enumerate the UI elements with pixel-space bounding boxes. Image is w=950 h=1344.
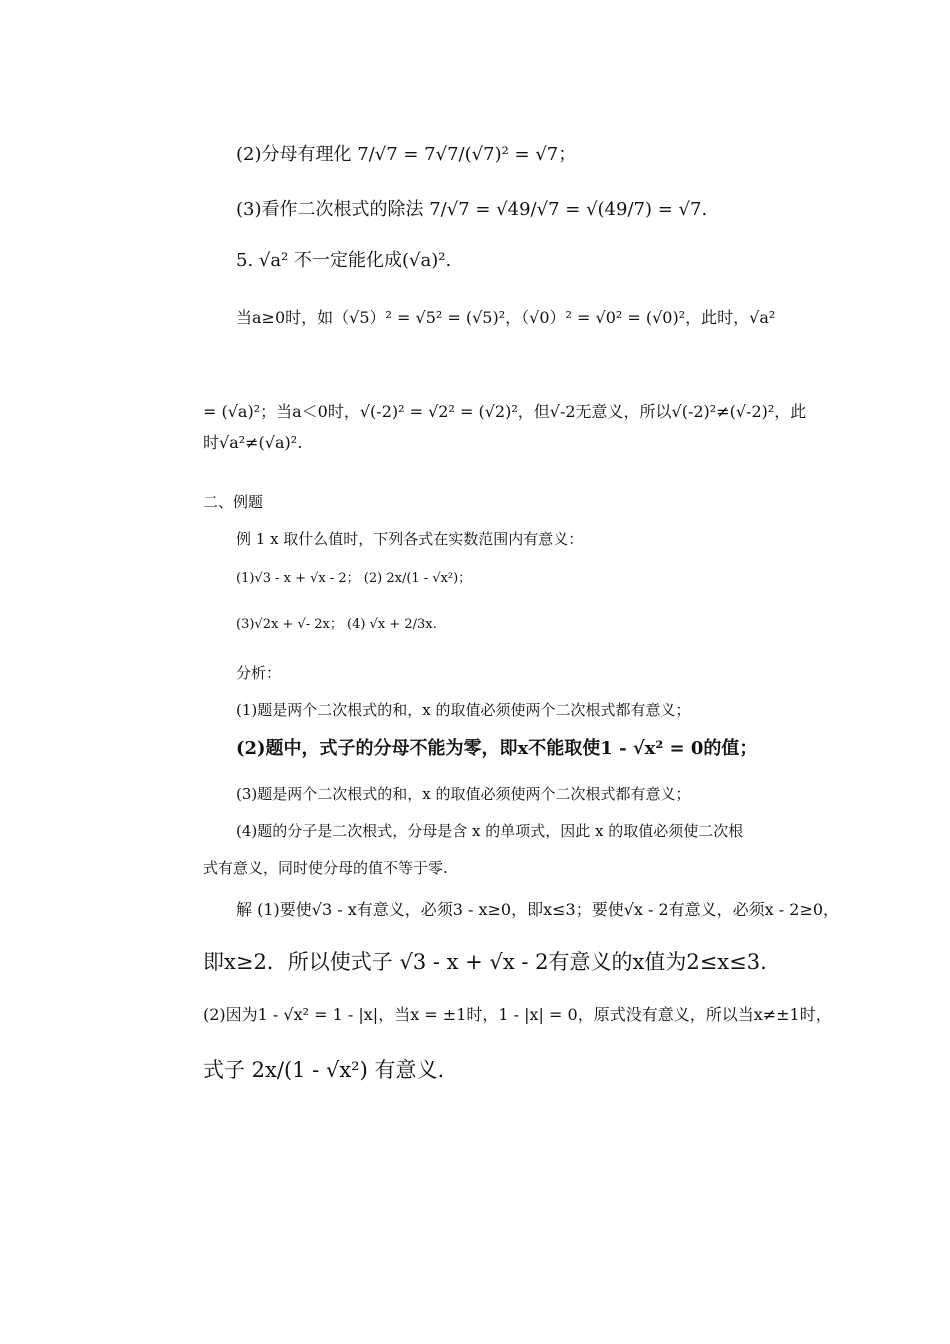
review-item-3: (3)看作二次根式的除法 7/√7 = √49/√7 = √(49/7) = √7. [236, 199, 708, 220]
example-expressions-row-2: (3)√2x + √- 2x； (4) √x + 2/3x. [236, 617, 437, 632]
review-case-line-3: 时√a²≠(√a)². [203, 433, 303, 452]
analysis-point-4-line-2: 式有意义，同时使分母的值不等于零. [203, 859, 448, 877]
solution-line-4: 式子 2x/(1 - √x²) 有意义. [203, 1058, 445, 1082]
analysis-title: 分析： [236, 664, 282, 682]
solution-line-1: 解 (1)要使√3 - x有意义，必须3 - x≥0，即x≤3；要使√x - 2有意义，必须x - 2≥0， [236, 900, 840, 919]
review-case-line-2: = (√a)²；当a＜0时，√(-2)² = √2² = (√2)²，但√-2无意义，所以√(-2)²≠(√-2)²，此 [203, 402, 807, 421]
example-expressions-row-1: (1)√3 - x + √x - 2； (2) 2x/(1 - √x²)； [236, 571, 472, 586]
analysis-point-1: (1)题是两个二次根式的和，x 的取值必须使两个二次根式都有意义； [236, 701, 691, 719]
section-heading: 二、例题 [203, 493, 264, 511]
solution-line-3: (2)因为1 - √x² = 1 - |x|，当x = ±1时，1 - |x| = 0，原式没有意义，所以当x≠±1时， [203, 1005, 832, 1024]
analysis-point-4-line-1: (4)题的分子是二次根式，分母是含 x 的单项式，因此 x 的取值必须使二次根 [236, 822, 744, 840]
review-item-5: 5. √a² 不一定能化成(√a)². [236, 250, 452, 271]
analysis-point-3: (3)题是两个二次根式的和，x 的取值必须使两个二次根式都有意义； [236, 785, 691, 803]
example-title: 例 1 x 取什么值时，下列各式在实数范围内有意义： [236, 530, 584, 548]
analysis-point-2: (2)题中，式子的分母不能为零，即x不能取使1 - √x² = 0的值； [236, 738, 758, 759]
review-case-line-1: 当a≥0时，如（√5）² = √5² = (√5)²，（√0）² = √0² = (√0)²，此时，√a² [236, 308, 776, 327]
solution-line-2: 即x≥2．所以使式子 √3 - x + √x - 2有意义的x值为2≤x≤3. [203, 950, 767, 974]
review-item-2: (2)分母有理化 7/√7 = 7√7/(√7)² = √7； [236, 144, 577, 165]
